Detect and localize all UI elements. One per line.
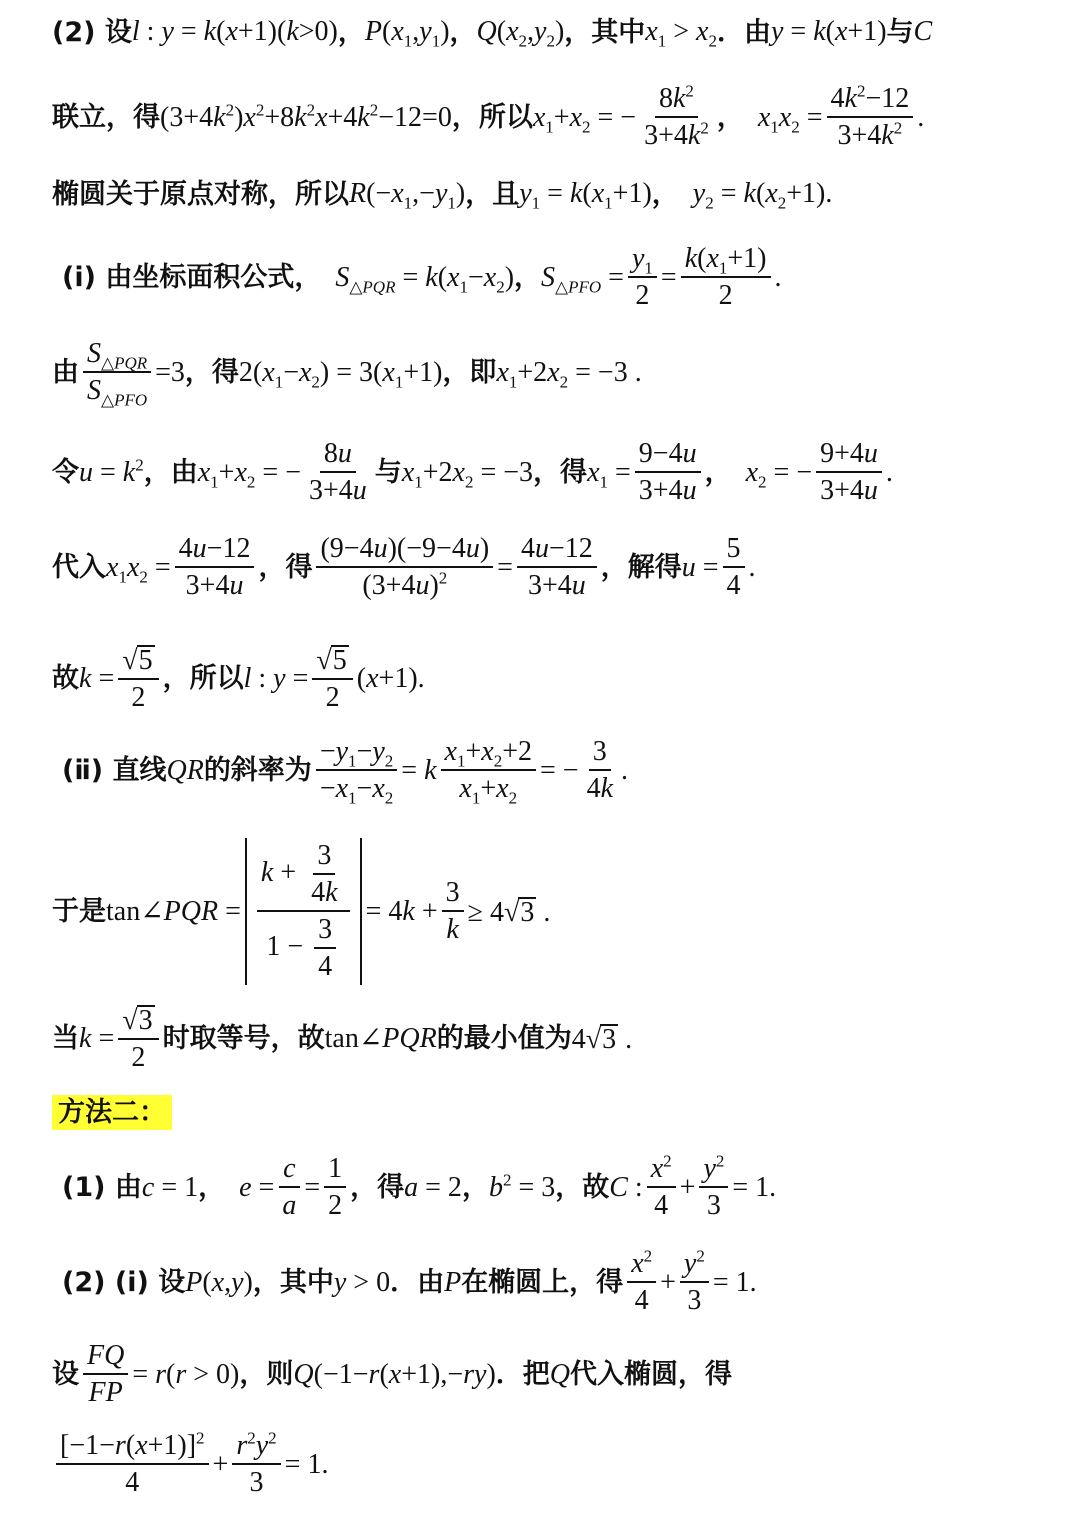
text: 代入	[52, 552, 106, 583]
text: 时取等号，故	[162, 1023, 325, 1054]
text: ，	[651, 178, 679, 210]
text: ．由	[390, 1267, 445, 1298]
text: 联立，得	[52, 102, 160, 133]
line-14: 设 $\frac{FQ}{FP}$ = r(r > 0) ，则 Q(−1−r(x+1),−ry) ．把 Q 代入椭圆，得	[52, 1340, 732, 1408]
text: ，即	[442, 357, 497, 388]
line-3: 椭圆关于原点对称，所以 $R(-x_1,-y_1)$ ，且 $y_1 = k(x_1+1)$ ， $y_2 = k(x_2+1)$.	[52, 178, 833, 213]
text: ，且	[465, 178, 520, 210]
line-13: (2) (ⅰ) 设 P(x,y) ，其中 y > 0 ．由 P 在椭圆上，得 $\frac{x^2}{4}$ + $\frac{y^2}{3}$ = 1.	[62, 1246, 757, 1316]
text: 代入椭圆，得	[570, 1359, 732, 1390]
line-4: (ⅰ) 由坐标面积公式， $S_{\triangle PQR} = k(x_1-x_2)$ ， $S_{\triangle PFO}$ = $\frac{y_1}{2}$ = $\frac{k(x_1+1)}{2}$ .	[62, 243, 782, 311]
text: 椭圆关于原点对称，所以	[52, 178, 349, 210]
text: ，解得	[600, 552, 682, 583]
text: 故	[52, 663, 79, 694]
line-11: 当 k = √ 3 2 时取等号，故 tan∠PQR 的最小值为 4√ 3 .	[52, 1005, 633, 1073]
text: ．由	[716, 16, 771, 48]
text: 在椭圆上，得	[461, 1267, 624, 1298]
text: ，其中	[252, 1267, 334, 1298]
text: ，由	[143, 457, 198, 488]
text: ，其中	[564, 16, 646, 48]
line-7: 代入 $x_1x_2$ = $\frac{4u-12}{3+4u}$ ，得 $\frac{(9-4u)(-9-4u)}{(3+4u)^2}$ = $\frac{4u-12}{3+4u}$ ，解得 u = $\frac{5}{4}$ .	[52, 533, 756, 601]
text: (ⅰ) 由坐标面积公式，	[62, 262, 322, 293]
text: 的最小值为	[436, 1023, 572, 1054]
text: 设	[52, 1359, 79, 1390]
text: ，	[514, 262, 542, 293]
line-10: 于是 tan∠PQR = k + $\frac{3}{4k}$ 1 − $\frac{3}{4}$ = 4k + $\frac{3}{k}$ ≥ 4√ 3 .	[52, 838, 550, 985]
text: ，故	[555, 1172, 610, 1203]
text: ．把	[495, 1359, 550, 1390]
text: 于是	[52, 896, 106, 927]
text: (1) 由	[62, 1172, 142, 1203]
text: 与	[374, 457, 402, 488]
text: C	[913, 16, 933, 47]
line-1: (2) 设 l : y = k(x+1)(k>0) ， $P(x_1,y_1)$ ， $Q(x_2,y_2)$ ，其中 $x_1 > x_2$ ．由 y = k(x+1) 与 C	[52, 16, 933, 51]
text: ，	[461, 1172, 489, 1203]
line-9: (ⅱ) 直线 QR 的斜率为 $\frac{-y_1-y_2}{-x_1-x_2}$ = k $\frac{x_1+x_2+2}{x_1+x_2}$ = − $\frac{3}{4k}$ .	[62, 736, 629, 808]
text: ，得	[184, 357, 239, 388]
text: ，则	[239, 1359, 294, 1390]
line-6: 令 $u = k^2$ ，由 $x_1+x_2$ = − $\frac{8u}{3+4u}$ 与 $x_1+2x_2 = -3$ ，得 $x_1$ = $\frac{9-4u}{3+4u}$ ， $x_2$ = − $\frac{9+4u}{3+4u}$ .	[52, 438, 893, 506]
text: 当	[52, 1023, 79, 1054]
method-two-label: 方法二：	[52, 1095, 172, 1130]
method-two-heading	[52, 1095, 172, 1130]
line-12: (1) 由 c = 1 ， e = $\frac{c}{a}$ = $\frac{1}{2}$ ，得 a = 2 ， $b^2 = 3$ ，故 C : $\frac{x^2}{4}$ + $\frac{y^2}{3}$ = 1.	[62, 1151, 777, 1221]
text: ，	[716, 102, 744, 133]
text: 令	[52, 457, 79, 488]
text: (ⅱ) 直线	[62, 755, 167, 786]
line-5: 由 $\frac{S_{\triangle PQR}}{S_{\triangle PFO}}$ =3 ，得 $2(x_1-x_2) = 3(x_1+1)$ ，即 $x_1+2x_2 = -3$ .	[52, 338, 642, 410]
text: ，得	[258, 552, 313, 583]
text: ，	[704, 457, 732, 488]
text: (2) 设	[52, 16, 132, 48]
text: ，所以	[162, 663, 244, 694]
line-15: $\frac{[-1-r(x+1)]^2}{4}$ + $\frac{r^2y^2}{3}$ = 1.	[52, 1432, 328, 1497]
text: ，得	[350, 1172, 405, 1203]
text: QR	[166, 754, 204, 786]
text: ，	[198, 1172, 226, 1203]
text: (2) (ⅰ) 设	[62, 1267, 186, 1298]
line-2: 联立，得 $(3+4k^2)x^2+8k^2x+4k^2-12=0$ ，所以 $x_1+x_2$ = − $\frac{8k^2}{3+4k^2}$ ， $x_1x_2$ = $\frac{4k^2-12}{3+4k^2}$ .	[52, 81, 925, 151]
text: 与	[886, 16, 914, 48]
line-8: 故 k = √ 5 2 ，所以 l : y = √ 5 2 (x+1).	[52, 645, 425, 713]
text: ，得	[533, 457, 588, 488]
text: 由	[52, 357, 79, 388]
text: 的斜率为	[203, 755, 312, 786]
text: ，所以	[451, 102, 533, 133]
